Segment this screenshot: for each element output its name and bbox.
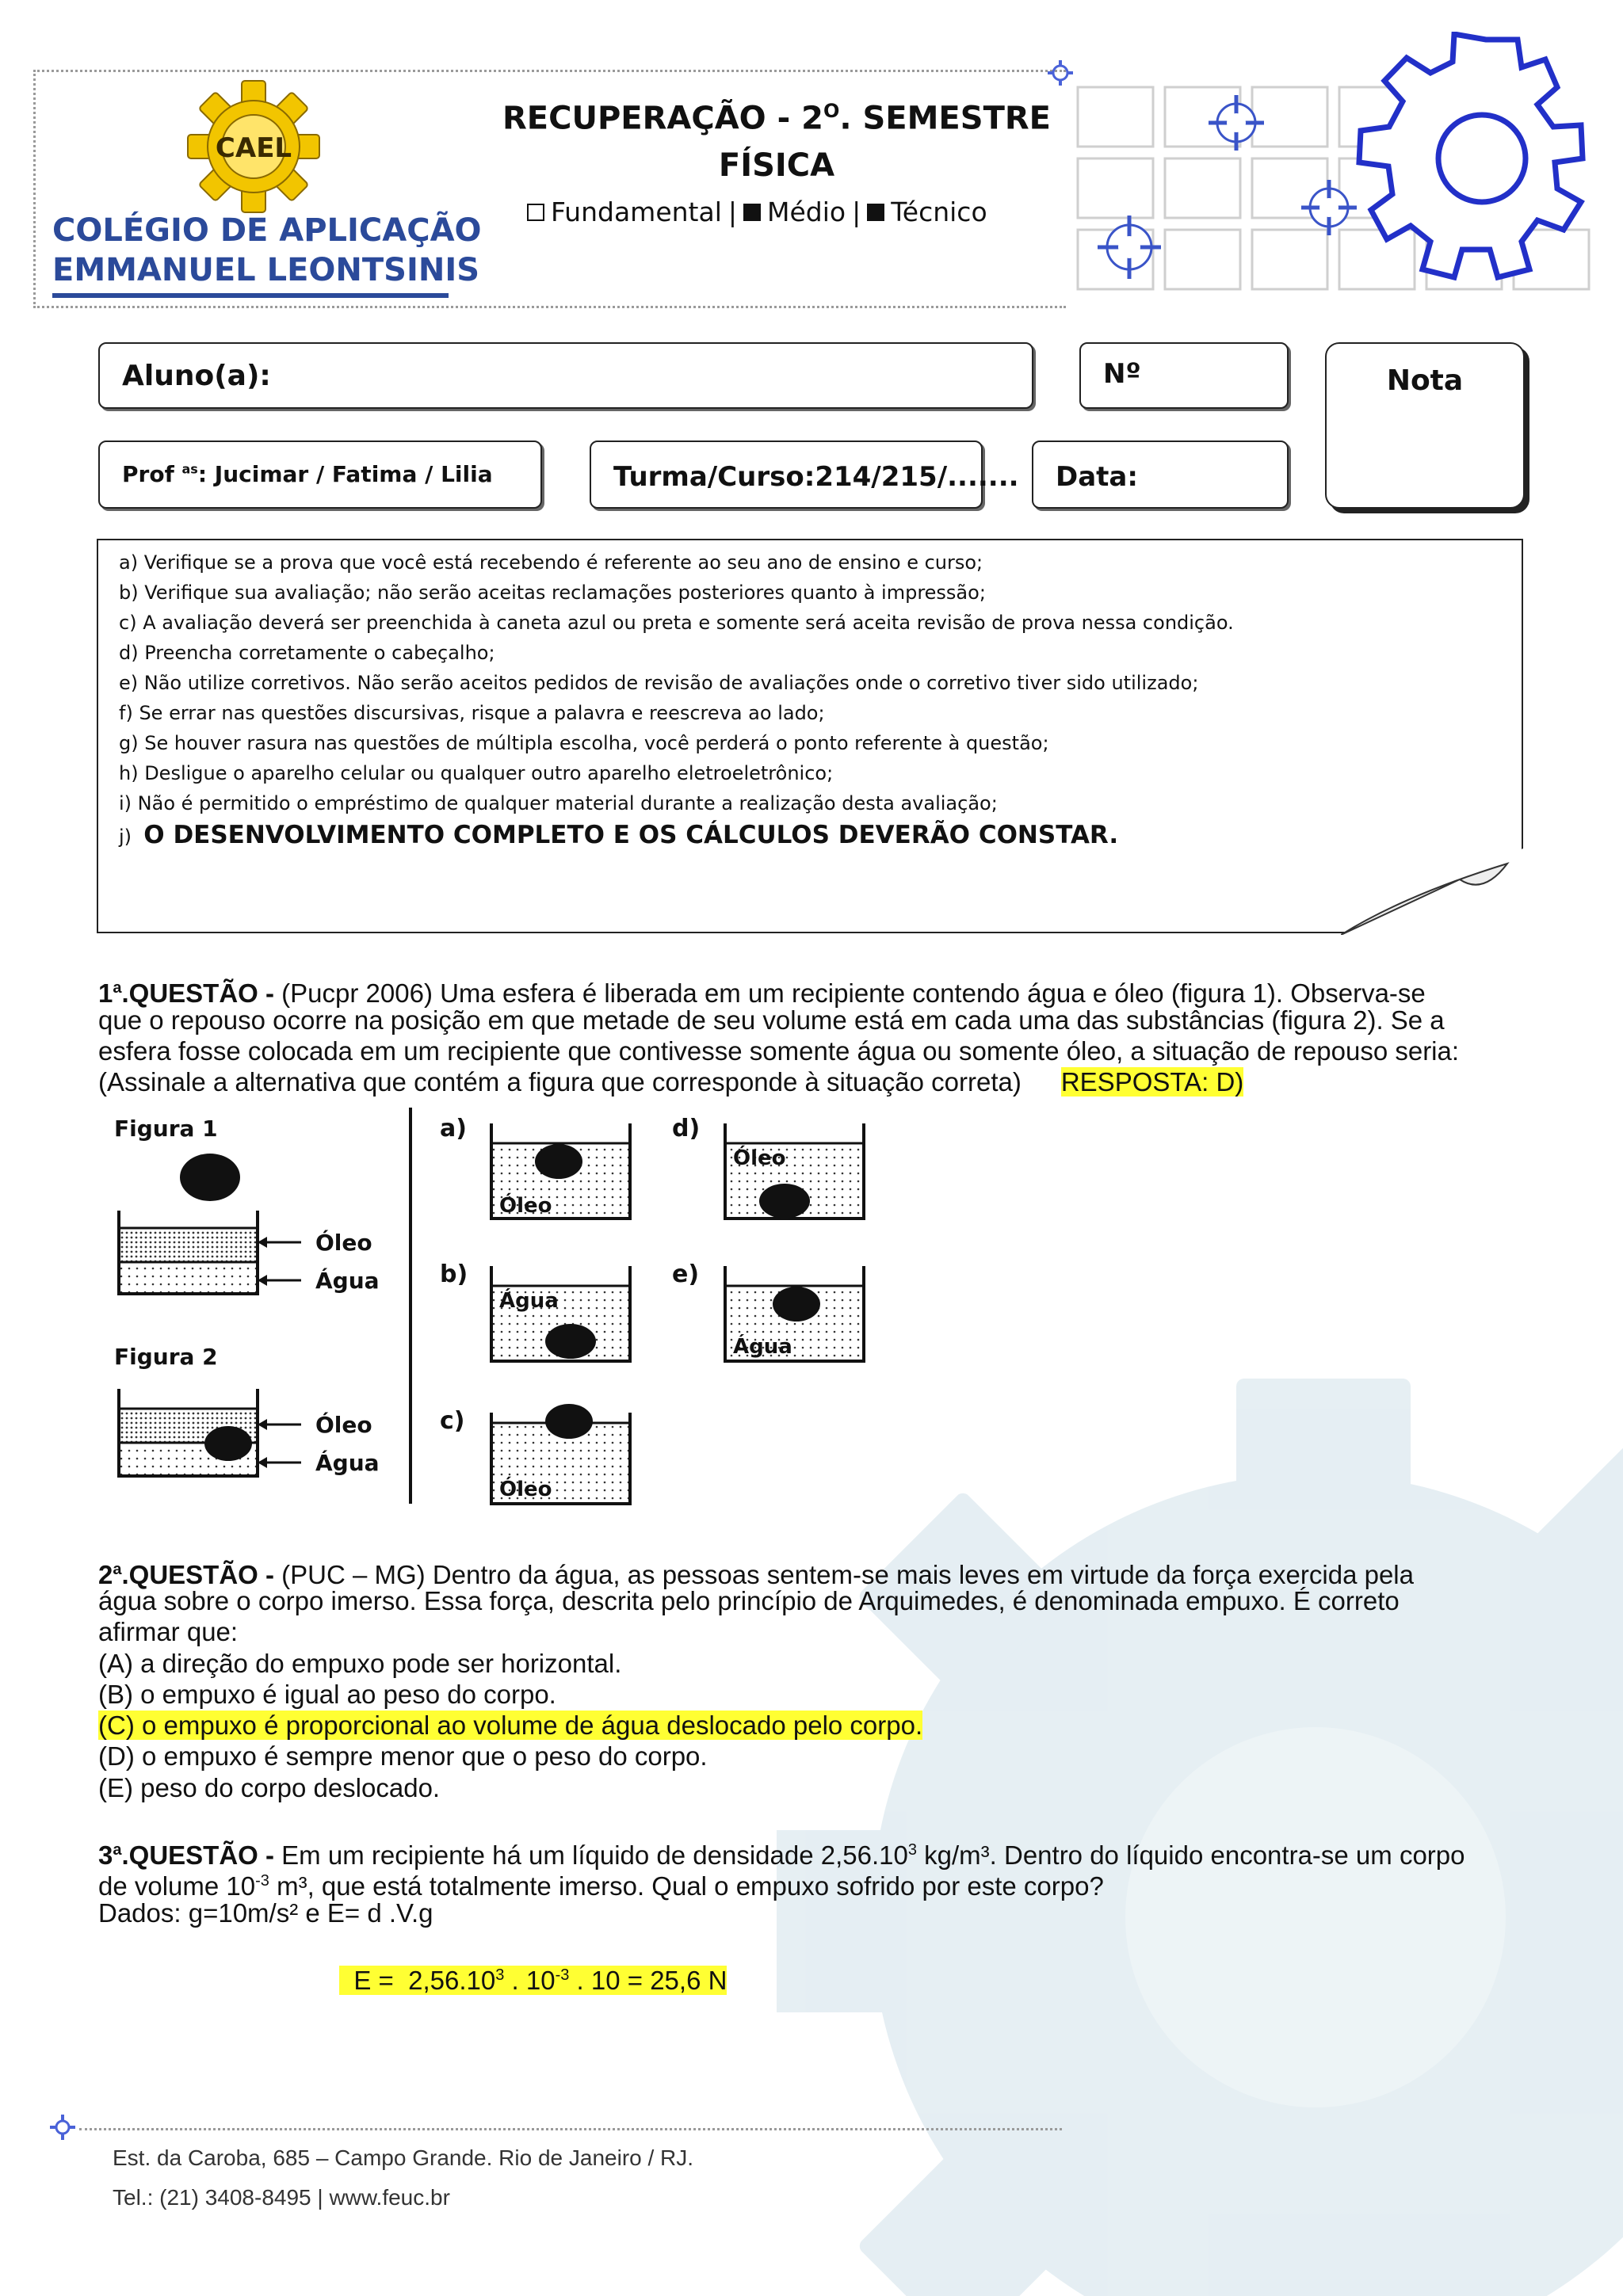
page-curl: [1341, 848, 1525, 935]
option-c-oleo: Óleo: [499, 1478, 552, 1501]
q2-line2: água sobre o corpo imerso. Essa força, descrita pelo princípio de Arquimedes, é denominada empuxo. É correto: [98, 1586, 1400, 1615]
q2-line3: afirmar que:: [98, 1617, 239, 1646]
q2-option-c: (C) o empuxo é proporcional ao volume de água deslocado pelo corpo.: [98, 1711, 923, 1740]
q1-line1: 1$^a$.QUESTÃO - (Pucpr 2006) Uma esfera é liberada em um recipiente contendo água e óleo (figura 1). Observa-se: [98, 978, 1426, 1008]
footer-contact: Tel.: (21) 3408-8495 | www.feuc.br: [113, 2185, 450, 2210]
instruction-b: b) Verifique sua avaliação; não serão aceitas reclamações posteriores quanto à impressão;: [119, 582, 986, 604]
option-b-label: b): [440, 1261, 468, 1288]
footer-address: Est. da Caroba, 685 – Campo Grande. Rio de Janeiro / RJ.: [113, 2145, 694, 2170]
checkbox-tecnico: [867, 204, 884, 221]
instruction-f: f) Se errar nas questões discursivas, risque a palavra e reescreva ao lado;: [119, 702, 825, 724]
student-number-label: Nº: [1103, 358, 1141, 390]
teacher-label: Prof $^{as}$: Jucimar / Fatima / Lilia: [122, 461, 493, 487]
class-course-field[interactable]: [590, 441, 1019, 509]
q2-option-d: (D) o empuxo é sempre menor que o peso do corpo.: [98, 1741, 708, 1771]
cael-logo: [186, 79, 321, 214]
date-field[interactable]: [1032, 441, 1289, 509]
q1-figure: [111, 1108, 880, 1520]
q2-option-a: (A) a direção do empuxo pode ser horizontal.: [98, 1649, 622, 1678]
q1-line2: que o repouso ocorre na posição em que metade de seu volume está em cada uma das substâncias (figura 2). Se a: [98, 1005, 1445, 1035]
separator: |: [727, 196, 737, 227]
instruction-h: h) Desligue o aparelho celular ou qualquer outro aparelho eletroeletrônico;: [119, 762, 834, 784]
q1-line3: esfera fosse colocada em um recipiente que contivesse somente água ou somente óleo, a situação de repouso seria:: [98, 1036, 1460, 1066]
option-e-agua: Água: [733, 1335, 792, 1359]
q3-answer: E = 2,56.10$^3$ . $10^{-3}$ . 10 = 25,6 N: [339, 1966, 727, 1995]
fig1-sphere: [180, 1154, 240, 1201]
instruction-g: g) Se houver rasura nas questões de múltipla escolha, você perderá o ponto referente à questão;: [119, 732, 1049, 754]
date-label: Data:: [1056, 461, 1138, 493]
q1-answer: RESPOSTA: D): [1060, 1067, 1244, 1097]
option-c-label: c): [440, 1407, 465, 1435]
option-d-label: d): [672, 1115, 701, 1142]
school-underline: [52, 293, 449, 298]
exam-title: RECUPERAÇÃO - $2^O$. SEMESTRE: [502, 100, 1051, 137]
q1-line4: (Assinale a alternativa que contém a figura que corresponde à situação correta) RESPOSTA: D): [98, 1067, 1244, 1097]
level-medio-label: Médio: [767, 196, 846, 227]
class-course-label: Turma/Curso:214/215/.......: [613, 461, 1019, 493]
fig1-oleo-label: Óleo: [315, 1230, 372, 1256]
q3-line2: de volume $10^{-3}$ m³, que está totalmente imerso. Qual o empuxo sofrido por este corpo?: [98, 1871, 1104, 1901]
instruction-e: e) Não utilize corretivos. Não serão aceitos pedidos de revisão de avaliações onde o corretivo tiver sido utilizado;: [119, 672, 1199, 694]
grade-label: Nota: [1386, 364, 1464, 397]
footer-gear-icon: [49, 2114, 76, 2141]
q3-line3: Dados: g=10m/s² e E= d .V.g: [98, 1898, 433, 1928]
q3-line1: 3$^a$.QUESTÃO - Em um recipiente há um líquido de densidade 2,56.10$^3$ kg/m³. Dentro do líquido encontra-se um corpo: [98, 1840, 1465, 1870]
instruction-i: i) Não é permitido o empréstimo de qualquer material durante a realização desta avaliação;: [119, 792, 998, 814]
fig1-agua-label: Água: [315, 1268, 380, 1294]
fig2-agua-label: Água: [315, 1450, 380, 1476]
school-name-line2: EMMANUEL LEONTSINIS: [52, 252, 480, 288]
instruction-d: d) Preencha corretamente o cabeçalho;: [119, 642, 495, 664]
school-name-line1: COLÉGIO DE APLICAÇÃO: [52, 212, 482, 249]
fig2-oleo-label: Óleo: [315, 1412, 372, 1438]
student-name-label: Aluno(a):: [122, 360, 271, 392]
q2-option-b: (B) o empuxo é igual ao peso do corpo.: [98, 1680, 556, 1709]
option-b-agua: Água: [499, 1289, 559, 1313]
small-gear-icon: [1046, 59, 1075, 87]
level-checkboxes: [527, 196, 987, 227]
header-gear-decoration: [1074, 32, 1613, 309]
figura1-label: Figura 1: [114, 1116, 218, 1142]
student-name-field[interactable]: [98, 342, 1033, 409]
instruction-c: c) A avaliação deverá ser preenchida à caneta azul ou preta e somente será aceita revisão de prova nessa condição.: [119, 612, 1234, 634]
fig2-sphere: [204, 1426, 252, 1461]
logo-text: CAEL: [215, 132, 292, 164]
checkbox-medio: [743, 204, 761, 221]
option-e-label: e): [672, 1261, 700, 1288]
figura2-label: Figura 2: [114, 1344, 218, 1370]
instruction-a: a) Verifique se a prova que você está recebendo é referente ao seu ano de ensino e curso;: [119, 551, 983, 574]
q2-line1: 2$^a$.QUESTÃO - (PUC – MG) Dentro da água, as pessoas sentem-se mais leves em virtude da força exercida pela: [98, 1560, 1414, 1589]
q2-option-e: (E) peso do corpo deslocado.: [98, 1773, 441, 1802]
level-fundamental-label: Fundamental: [551, 196, 722, 227]
separator: |: [852, 196, 861, 227]
subject-title: FÍSICA: [718, 147, 835, 184]
option-a-oleo: Óleo: [499, 1194, 552, 1218]
option-a-label: a): [440, 1115, 467, 1142]
grade-box: [1325, 342, 1525, 509]
option-d-oleo: Óleo: [733, 1146, 786, 1170]
instructions-box: [97, 539, 1523, 933]
teacher-field: [98, 441, 542, 509]
checkbox-fundamental: [527, 204, 544, 221]
instruction-j: j) O DESENVOLVIMENTO COMPLETO E OS CÁLCULOS DEVERÃO CONSTAR.: [119, 821, 1119, 849]
level-tecnico-label: Técnico: [891, 196, 987, 227]
footer-divider: [79, 2128, 1062, 2130]
student-number-field[interactable]: [1079, 342, 1289, 409]
